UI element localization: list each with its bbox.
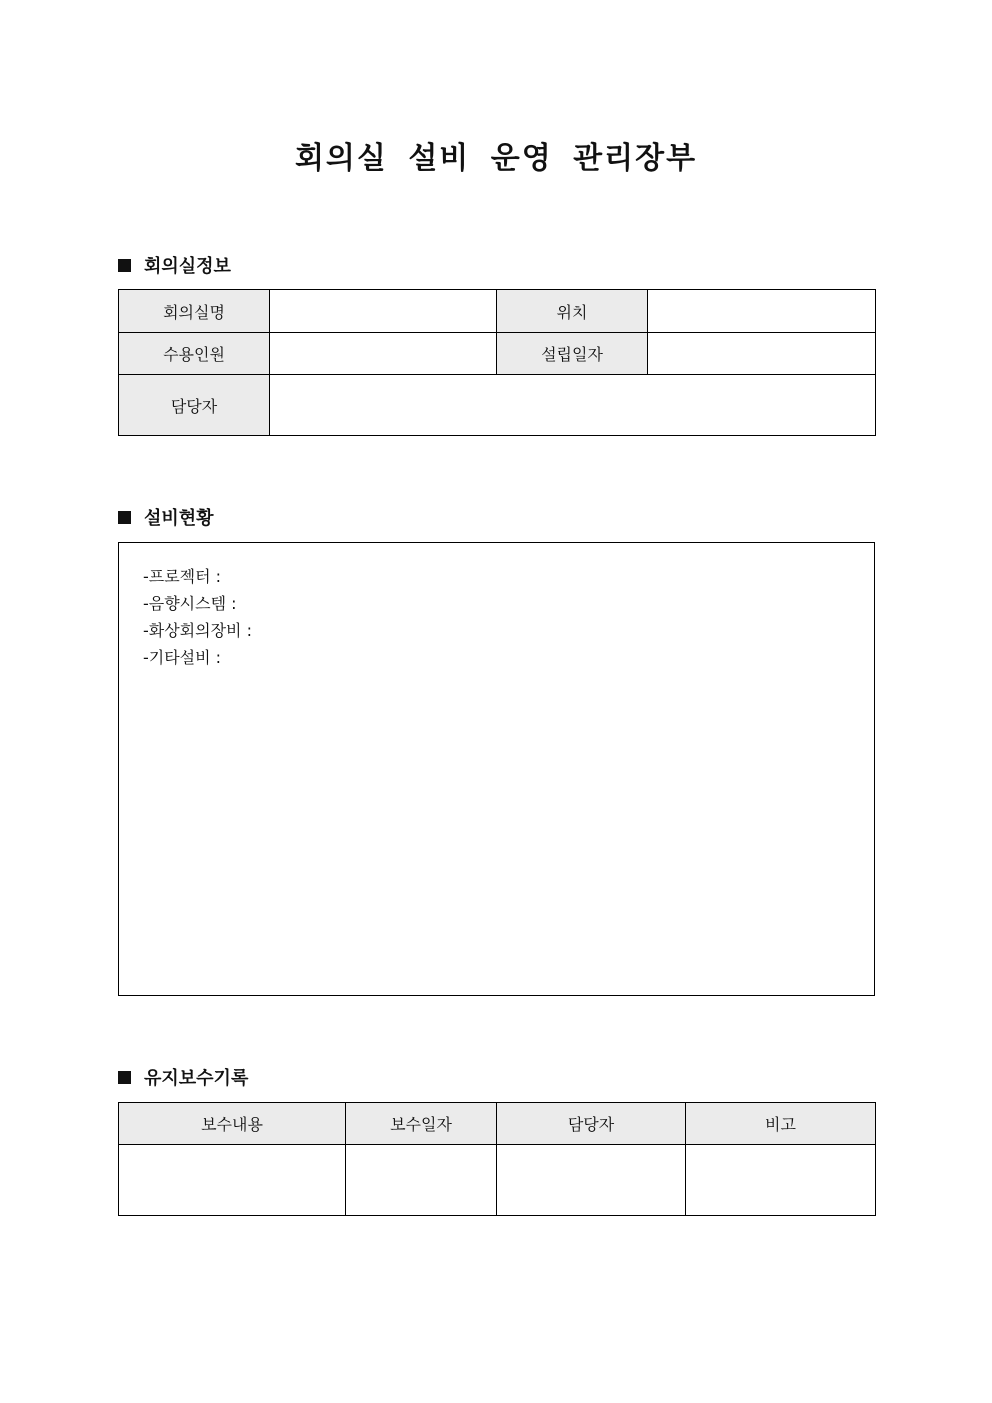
- location-field[interactable]: [648, 290, 876, 333]
- room-info-table: [118, 289, 876, 436]
- manager-field[interactable]: [270, 375, 876, 436]
- page-title: 회의실 설비 운영 관리장부: [294, 141, 698, 176]
- column-header-manager: 담당자: [497, 1103, 686, 1145]
- room-info-row: [119, 290, 876, 333]
- equipment-heading-label: 설비현황: [144, 508, 214, 529]
- maintenance-header-row: [119, 1103, 876, 1145]
- maintenance-table: [118, 1102, 876, 1216]
- equipment-heading: [118, 505, 214, 529]
- room-info-row: [119, 333, 876, 375]
- room-info-row: [119, 375, 876, 436]
- square-bullet-icon: [118, 511, 131, 524]
- maintenance-heading-label: 유지보수기록: [144, 1068, 249, 1089]
- table-row: [119, 1145, 876, 1216]
- capacity-field[interactable]: [270, 333, 497, 375]
- square-bullet-icon: [118, 259, 131, 272]
- manager-label: 담당자: [119, 375, 270, 436]
- equipment-item-projector: -프로젝터 :: [143, 567, 222, 586]
- column-header-repair-date: 보수일자: [346, 1103, 497, 1145]
- maintenance-heading: [118, 1065, 248, 1089]
- equipment-item-other: -기타설비 :: [143, 648, 222, 667]
- room-info-heading: [118, 253, 231, 277]
- room-info-heading-label: 회의실정보: [144, 256, 231, 277]
- column-header-remarks: 비고: [686, 1103, 876, 1145]
- repair-content-cell[interactable]: [119, 1145, 346, 1216]
- repair-date-cell[interactable]: [346, 1145, 497, 1216]
- repair-manager-cell[interactable]: [497, 1145, 686, 1216]
- equipment-item-audio-system: -음향시스템 :: [143, 594, 237, 613]
- room-name-field[interactable]: [270, 290, 497, 333]
- equipment-item-video-conference: -화상회의장비 :: [143, 621, 252, 640]
- column-header-repair-content: 보수내용: [119, 1103, 346, 1145]
- equipment-list: [119, 543, 874, 671]
- equipment-box[interactable]: [118, 542, 875, 996]
- remarks-cell[interactable]: [686, 1145, 876, 1216]
- location-label: 위치: [497, 290, 648, 333]
- capacity-label: 수용인원: [119, 333, 270, 375]
- established-date-field[interactable]: [648, 333, 876, 375]
- established-date-label: 설립일자: [497, 333, 648, 375]
- square-bullet-icon: [118, 1071, 131, 1084]
- room-name-label: 회의실명: [119, 290, 270, 333]
